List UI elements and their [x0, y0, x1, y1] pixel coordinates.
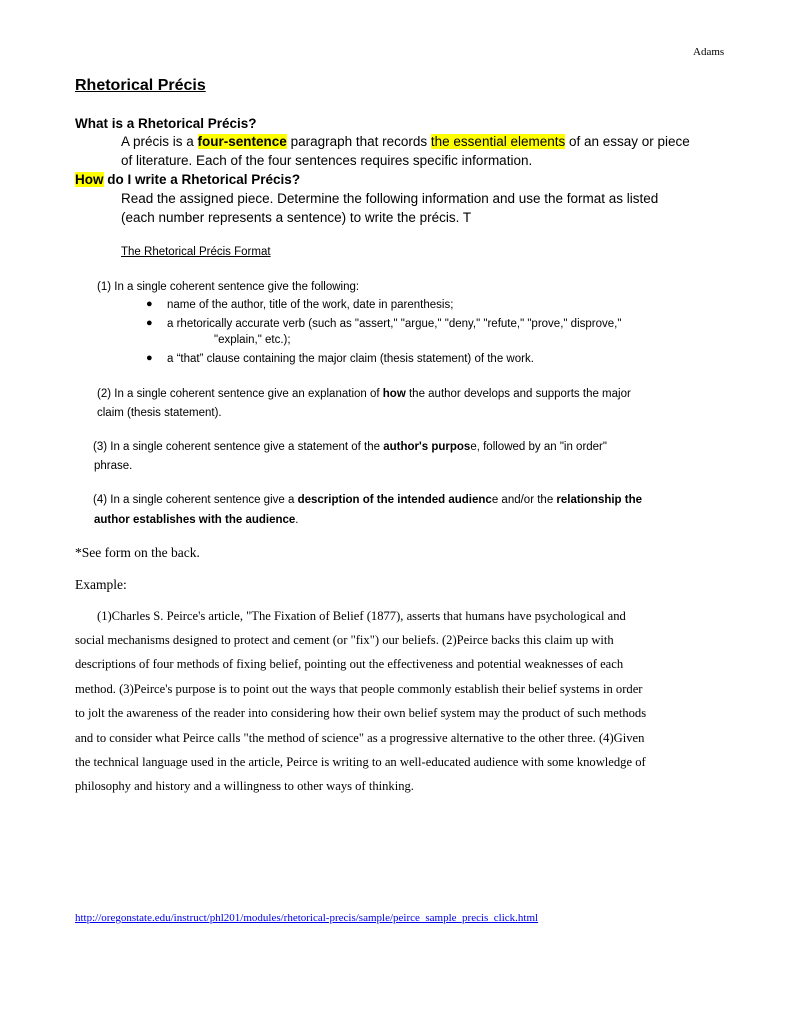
- step4-text-b: e and/or the: [491, 494, 557, 506]
- step3-bold: author's purpos: [383, 441, 471, 453]
- step4-bold-2: relationship the: [556, 494, 643, 506]
- example-label: Example:: [75, 577, 127, 592]
- example-line-8: philosophy and history and a willingness to other ways of thinking.: [75, 779, 414, 793]
- q2-line-1: Read the assigned piece. Determine the following information and use the format as listed: [121, 191, 659, 206]
- q2-heading-rest: do I write a Rhetorical Précis?: [103, 172, 301, 187]
- step4-text-a: (4) In a single coherent sentence give a: [93, 494, 298, 506]
- q1-text-c: of an essay or piece: [565, 134, 690, 149]
- example-line-6: and to consider what Peirce calls "the method of science" as a progressive alternative to the other three. (4)Given: [75, 731, 645, 745]
- step2-how: how: [382, 388, 406, 400]
- example-line-7: the technical language used in the article, Peirce is writing to an well-educated audience with some knowledge of: [75, 755, 646, 769]
- step1-bullet-1: name of the author, title of the work, date in parenthesis;: [167, 299, 454, 311]
- step2-line-2: claim (thesis statement).: [97, 407, 222, 419]
- format-title: The Rhetorical Précis Format: [121, 246, 271, 258]
- step3-line-2: phrase.: [94, 460, 133, 472]
- example-line-2: social mechanisms designed to protect and cement (or "fix") our beliefs. (2)Peirce backs this claim up with: [75, 633, 614, 647]
- page-title: Rhetorical Précis: [75, 77, 206, 94]
- step1-bullet-2-cont: "explain," etc.);: [214, 334, 291, 346]
- q1-text-b: paragraph that records: [286, 134, 431, 149]
- example-line-3: descriptions of four methods of fixing belief, pointing out the effectiveness and potential weaknesses of each: [75, 657, 624, 671]
- step4-line-1: [93, 494, 642, 506]
- bullet-dot-icon: ●: [146, 298, 153, 310]
- step2-text-a: (2) In a single coherent sentence give an explanation of: [97, 388, 383, 400]
- q1-heading: What is a Rhetorical Précis?: [75, 116, 257, 131]
- back-form-note: *See form on the back.: [75, 545, 200, 560]
- how-highlight: How: [75, 172, 104, 187]
- step3-text-b: e, followed by an "in order": [470, 441, 607, 453]
- step2-line-1: [97, 388, 631, 400]
- step1-lead: (1) In a single coherent sentence give the following:: [97, 281, 360, 293]
- q1-line-2: of literature. Each of the four sentences requires specific information.: [121, 153, 533, 168]
- four-sentence-highlight: four-sentence: [197, 134, 287, 149]
- example-line-5: to jolt the awareness of the reader into considering how their own belief system may the product of such methods: [75, 706, 647, 720]
- example-line-4: method. (3)Peirce's purpose is to point out the ways that people commonly establish their belief systems in order: [75, 682, 643, 696]
- step3-text-a: (3) In a single coherent sentence give a statement of the: [93, 441, 384, 453]
- q2-heading: [75, 172, 300, 187]
- example-line-1: (1)Charles S. Peirce's article, "The Fixation of Belief (1877), asserts that humans have psychological and: [97, 609, 626, 623]
- step4-bold-3: author establishes with the audience: [94, 514, 296, 526]
- step1-bullet-2: a rhetorically accurate verb (such as "assert," "argue," "deny," "refute," "prove," disprove,": [167, 318, 622, 330]
- header-author: Adams: [693, 46, 725, 58]
- q1-text-a: A précis is a: [121, 134, 198, 149]
- step4-line-2: [94, 514, 299, 526]
- step3-line-1: [93, 441, 607, 453]
- bullet-dot-icon: ●: [146, 317, 153, 329]
- source-link[interactable]: http://oregonstate.edu/instruct/phl201/modules/rhetorical-precis/sample/peirce_sample_precis_click.html: [75, 912, 539, 924]
- step1-bullet-3: a “that” clause containing the major claim (thesis statement) of the work.: [167, 353, 534, 365]
- step2-text-b: the author develops and supports the major: [405, 388, 631, 400]
- step4-text-c: .: [295, 514, 299, 526]
- step4-bold-1: description of the intended audienc: [297, 494, 492, 506]
- essential-elements-highlight: the essential elements: [430, 134, 566, 149]
- q2-line-2: (each number represents a sentence) to write the précis. T: [121, 210, 472, 225]
- bullet-dot-icon: ●: [146, 352, 153, 364]
- q1-line-1: [121, 134, 690, 149]
